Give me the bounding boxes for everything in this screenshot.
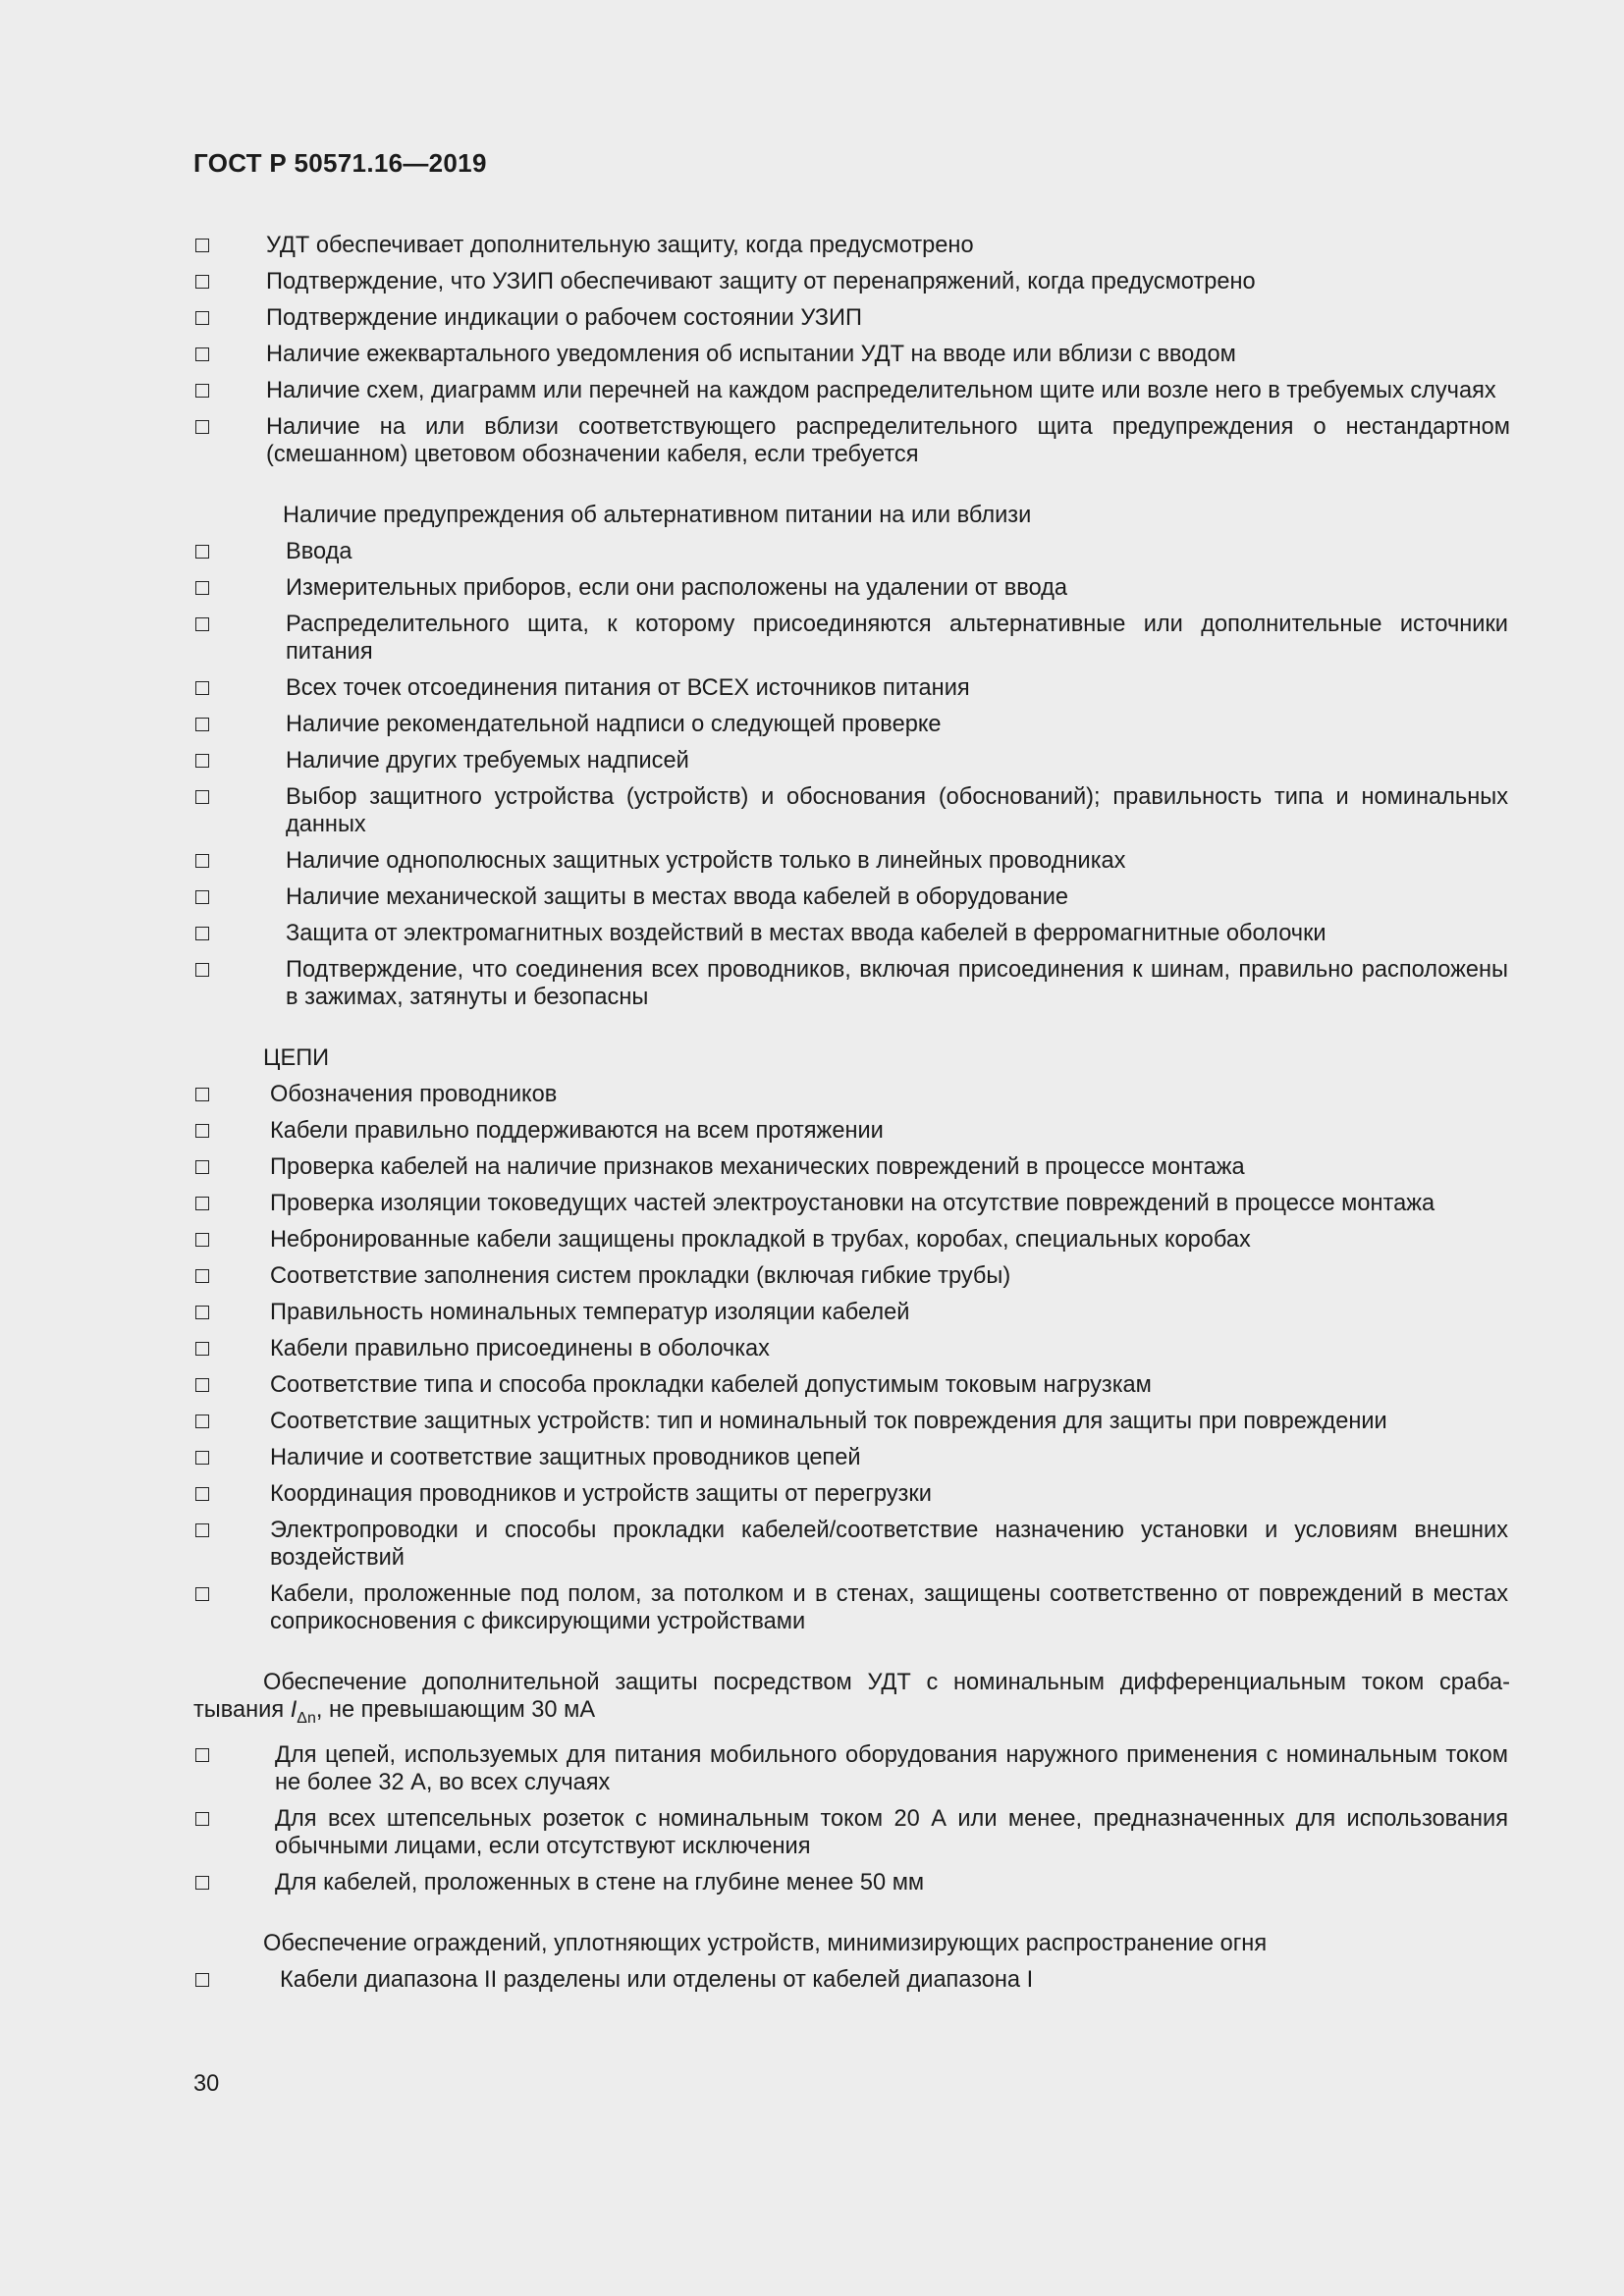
checklist-item xyxy=(193,377,1510,404)
checkbox[interactable] xyxy=(195,1876,209,1890)
checkbox[interactable] xyxy=(195,1523,209,1537)
checklist-item xyxy=(193,574,1510,602)
checklist-item xyxy=(193,1966,1510,1994)
checklist-item xyxy=(193,1444,1510,1471)
document-body xyxy=(193,232,1510,2027)
checklist-fire-barriers xyxy=(193,1930,1510,1994)
page-number: 30 xyxy=(193,2071,220,2097)
checkbox[interactable] xyxy=(195,1197,209,1210)
checklist-item xyxy=(193,956,1510,1011)
checkbox[interactable] xyxy=(195,384,209,398)
checklist-item xyxy=(193,847,1510,875)
checklist-item-text: Измерительных приборов, если они расположены на удалении от ввода xyxy=(286,575,1068,601)
section-heading: ЦЕПИ xyxy=(263,1045,330,1071)
checkbox[interactable] xyxy=(195,718,209,731)
checklist-item xyxy=(193,1081,1510,1108)
checkbox[interactable] xyxy=(195,1748,209,1762)
current-symbol: I xyxy=(290,1697,298,1723)
checkbox[interactable] xyxy=(195,1451,209,1465)
checklist-item xyxy=(193,747,1510,774)
checklist-item xyxy=(193,1517,1510,1572)
checklist-item xyxy=(193,1869,1510,1896)
checklist-item xyxy=(193,711,1510,738)
checklist-item xyxy=(193,1408,1510,1435)
checklist-item-text: Наличие схем, диаграмм или перечней на каждом распределительном щите или возле него в требуемых случаях xyxy=(266,378,1496,403)
checkbox[interactable] xyxy=(195,963,209,977)
checklist-item-text: Соответствие типа и способа прокладки кабелей допустимым токовым нагрузкам xyxy=(270,1372,1152,1398)
checklist-item xyxy=(193,1299,1510,1326)
checklist-item-text: Проверка изоляции токоведущих частей электроустановки на отсутствие повреждений в процессе монтажа xyxy=(270,1191,1435,1216)
checkbox[interactable] xyxy=(195,545,209,559)
checklist-item-text: Кабели правильно поддерживаются на всем протяжении xyxy=(270,1118,884,1144)
checklist-item-text: Для всех штепсельных розеток с номинальным током 20 А или менее, предназначенных для использования обычными лицами, если отсутствуют исключения xyxy=(275,1806,1508,1859)
checkbox[interactable] xyxy=(195,1415,209,1428)
checklist-item-text: Наличие других требуемых надписей xyxy=(286,748,689,774)
checkbox[interactable] xyxy=(195,1587,209,1601)
paragraph-text: Обеспечение дополнительной защиты посредством УДТ с номинальным дифференциальным током срабатывания xyxy=(193,1670,1510,1723)
checkbox[interactable] xyxy=(195,581,209,595)
checklist-item-text: Подтверждение индикации о рабочем состоянии УЗИП xyxy=(266,305,862,331)
checkbox[interactable] xyxy=(195,1973,209,1987)
checklist-item-text: Наличие на или вблизи соответствующего распределительного щита предупреждения о нестандартном (смешанном) цветовом обозначении кабеля, если требуется xyxy=(266,414,1510,467)
checklist-item-text: Соответствие заполнения систем прокладки (включая гибкие трубы) xyxy=(270,1263,1011,1289)
checklist-item-text: Защита от электромагнитных воздействий в местах ввода кабелей в ферромагнитные оболочки xyxy=(286,921,1326,946)
checklist-item xyxy=(193,1190,1510,1217)
checklist-item xyxy=(193,1335,1510,1362)
checkbox[interactable] xyxy=(195,854,209,868)
checklist-item xyxy=(193,341,1510,368)
checkbox[interactable] xyxy=(195,420,209,434)
section-heading: Обеспечение ограждений, уплотняющих устройств, минимизирующих распространение огня xyxy=(263,1931,1268,1956)
checklist-item-text: Кабели, проложенные под полом, за потолком и в стенах, защищены соответственно от повреждений в местах соприкосновения с фиксирующими устройствами xyxy=(270,1581,1508,1634)
checkbox[interactable] xyxy=(195,890,209,904)
paragraph-text-end: , не превышающим 30 мА xyxy=(315,1697,596,1723)
checklist-item-text: Наличие ежеквартального уведомления об испытании УДТ на вводе или вблизи с вводом xyxy=(266,342,1236,367)
checklist-item-text: Небронированные кабели защищены прокладкой в трубах, коробах, специальных коробах xyxy=(270,1227,1251,1253)
checkbox[interactable] xyxy=(195,790,209,804)
checkbox[interactable] xyxy=(195,617,209,631)
checklist-item-text: Для кабелей, проложенных в стене на глубине менее 50 мм xyxy=(275,1870,925,1896)
checklist-item-text: Наличие и соответствие защитных проводников цепей xyxy=(270,1445,861,1470)
checklist-item-text: Всех точек отсоединения питания от ВСЕХ источников питания xyxy=(286,675,970,701)
checklist-alternative-supply xyxy=(193,502,1510,1011)
checklist-additional-protection xyxy=(193,1669,1510,1896)
checklist-item-text: УДТ обеспечивает дополнительную защиту, когда предусмотрено xyxy=(266,233,974,258)
checklist-item xyxy=(193,268,1510,295)
checklist-item-text: Для цепей, используемых для питания мобильного оборудования наружного применения с номинальным током не более 32 А, во всех случаях xyxy=(275,1742,1508,1795)
checkbox[interactable] xyxy=(195,1233,209,1247)
checkbox[interactable] xyxy=(195,1812,209,1826)
checklist-item xyxy=(193,783,1510,838)
checklist-item xyxy=(193,232,1510,259)
current-symbol-subscript: Δn xyxy=(297,1710,316,1727)
checklist-item xyxy=(193,304,1510,332)
checklist-item xyxy=(193,538,1510,565)
checklist-item-text: Наличие рекомендательной надписи о следующей проверке xyxy=(286,712,942,737)
checklist-item xyxy=(193,674,1510,702)
checklist-item-text: Соответствие защитных устройств: тип и номинальный ток повреждения для защиты при повреждении xyxy=(270,1409,1387,1434)
checklist-circuits xyxy=(193,1044,1510,1635)
checkbox[interactable] xyxy=(195,927,209,940)
checklist-item-text: Распределительного щита, к которому присоединяются альтернативные или дополнительные источники питания xyxy=(286,612,1508,665)
checklist-item-text: Подтверждение, что соединения всех проводников, включая присоединения к шинам, правильно расположены в зажимах, затянуты и безопасны xyxy=(286,957,1508,1010)
checkbox[interactable] xyxy=(195,239,209,252)
checkbox[interactable] xyxy=(195,311,209,325)
checkbox[interactable] xyxy=(195,347,209,361)
checkbox[interactable] xyxy=(195,1378,209,1392)
checklist-item xyxy=(193,1805,1510,1860)
checklist-item xyxy=(193,1580,1510,1635)
checklist-item-text: Координация проводников и устройств защиты от перегрузки xyxy=(270,1481,932,1507)
section-paragraph xyxy=(193,1669,1510,1733)
document-header: ГОСТ Р 50571.16—2019 xyxy=(193,148,487,178)
checklist-item xyxy=(193,920,1510,947)
checkbox[interactable] xyxy=(195,754,209,768)
checklist-item-text: Наличие однополюсных защитных устройств только в линейных проводниках xyxy=(286,848,1126,874)
checklist-item-text: Электропроводки и способы прокладки кабелей/соответствие назначению установки и условиям внешних воздействий xyxy=(270,1518,1508,1571)
checklist-item xyxy=(193,1480,1510,1508)
checklist-item-text: Выбор защитного устройства (устройств) и обоснования (обоснований); правильность типа и номинальных данных xyxy=(286,784,1508,837)
checklist-item-text: Подтверждение, что УЗИП обеспечивают защиту от перенапряжений, когда предусмотрено xyxy=(266,269,1256,294)
checklist-item xyxy=(193,1741,1510,1796)
checkbox[interactable] xyxy=(195,1306,209,1319)
checklist-item xyxy=(193,1262,1510,1290)
checkbox[interactable] xyxy=(195,1088,209,1101)
checklist-item xyxy=(193,413,1510,468)
checklist-item-text: Ввода xyxy=(286,539,352,564)
checkbox[interactable] xyxy=(195,681,209,695)
checklist-item xyxy=(193,1117,1510,1145)
checklist-item-text: Кабели правильно присоединены в оболочках xyxy=(270,1336,770,1362)
checklist-item-text: Правильность номинальных температур изоляции кабелей xyxy=(270,1300,910,1325)
checklist-general xyxy=(193,232,1510,468)
checklist-item xyxy=(193,1153,1510,1181)
checklist-item xyxy=(193,883,1510,911)
checkbox[interactable] xyxy=(195,1487,209,1501)
checkbox[interactable] xyxy=(195,275,209,289)
checklist-item xyxy=(193,1226,1510,1254)
checklist-item xyxy=(193,1371,1510,1399)
checkbox[interactable] xyxy=(195,1124,209,1138)
checklist-item xyxy=(193,611,1510,666)
checkbox[interactable] xyxy=(195,1269,209,1283)
checklist-item-text: Обозначения проводников xyxy=(270,1082,558,1107)
checkbox[interactable] xyxy=(195,1342,209,1356)
checklist-item-text: Наличие механической защиты в местах ввода кабелей в оборудование xyxy=(286,884,1069,910)
checklist-item-text: Проверка кабелей на наличие признаков механических повреждений в процессе монтажа xyxy=(270,1154,1245,1180)
checkbox[interactable] xyxy=(195,1160,209,1174)
section-heading: Наличие предупреждения об альтернативном питании на или вблизи xyxy=(283,503,1032,528)
checklist-item-text: Кабели диапазона II разделены или отделены от кабелей диапазона I xyxy=(280,1967,1034,1993)
